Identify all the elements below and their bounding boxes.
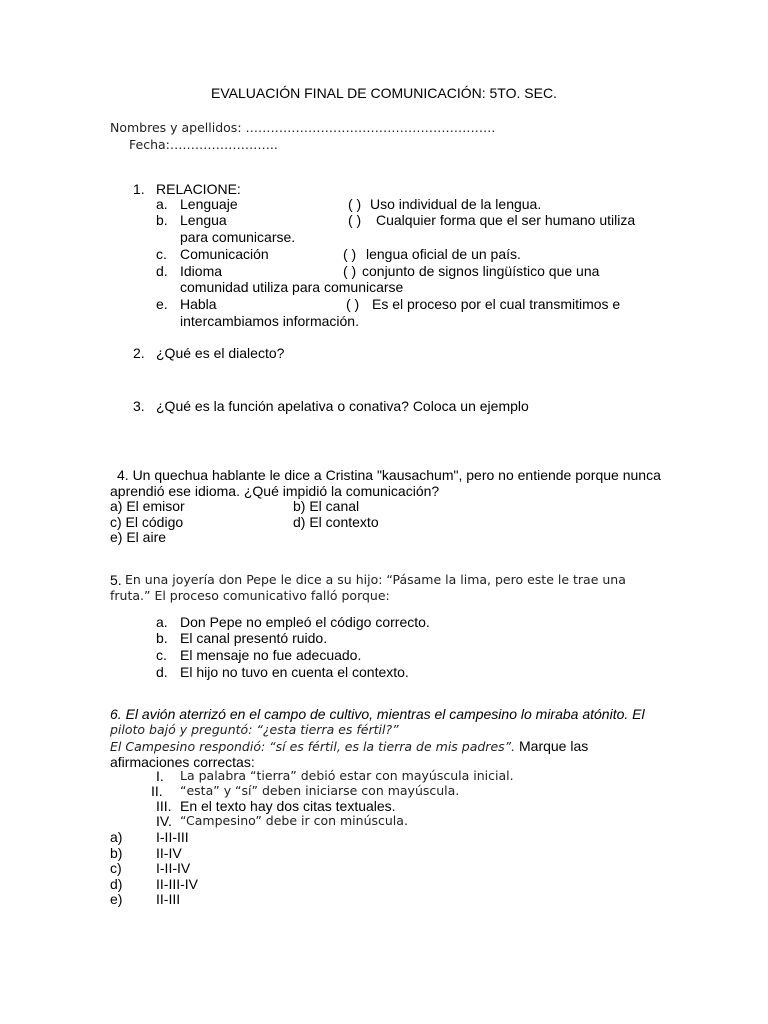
q1-item-letter: d.	[156, 263, 168, 279]
q4-option-e: e) El aire	[110, 529, 167, 545]
q6-answer-letter: e)	[110, 891, 123, 907]
q6-line4: afirmaciones correctas:	[110, 754, 255, 770]
q4-line2: aprendió ese idioma. ¿Qué impidió la comunicación?	[110, 483, 440, 499]
q6-statement-number: I.	[156, 768, 164, 784]
q6-statement-number: IV.	[156, 813, 172, 829]
q1-item-definition: Cualquier forma que el ser humano utiliza	[376, 212, 636, 228]
q1-item-letter: e.	[156, 296, 168, 312]
q1-item-blank: ( )	[343, 263, 357, 279]
q1-item-definition: Uso individual de la lengua.	[370, 196, 542, 212]
q6-statement-text: “Campesino” debe ir con minúscula.	[180, 813, 408, 828]
q1-item-letter: b.	[156, 212, 168, 228]
page-title: EVALUACIÓN FINAL DE COMUNICACIÓN: 5TO. SEC.	[211, 85, 557, 101]
q5-option-text: El mensaje no fue adecuado.	[180, 647, 362, 663]
q1-number: 1.	[133, 181, 145, 197]
q6-statement-number: III.	[156, 798, 172, 814]
q6-line3	[110, 738, 588, 756]
q6-answer-text: I-II-III	[156, 829, 189, 845]
q1-item-term: Comunicación	[180, 246, 269, 262]
q6-line2: piloto bajó y preguntó: “¿esta tierra es fértil?”	[110, 722, 399, 737]
q6-statement-number: II.	[151, 783, 163, 799]
q6-answer-text: II-III	[156, 891, 181, 907]
q4-option-a: a) El emisor	[110, 498, 185, 514]
q6-statement-text: La palabra “tierra” debió estar con mayúscula inicial.	[180, 768, 514, 783]
q1-item-definition-cont: para comunicarse.	[180, 229, 296, 245]
names-field: Nombres y apellidos: ……………………………………………………	[110, 120, 496, 135]
q1-item-definition-cont: comunidad utiliza para comunicarse	[180, 279, 404, 295]
q4-option-b: b) El canal	[293, 498, 360, 514]
q6-answer-text: I-II-IV	[156, 860, 191, 876]
q1-item-blank: ( )	[343, 246, 357, 262]
q5-option-letter: c.	[156, 647, 167, 663]
q1-item-blank: ( )	[348, 196, 362, 212]
q2-text: ¿Qué es el dialecto?	[156, 345, 285, 361]
q6-answer-letter: d)	[110, 876, 123, 892]
q6-answer-letter: c)	[110, 860, 122, 876]
q6-statement-text: “esta” y “sí” deben iniciarse con mayúscula.	[180, 783, 460, 798]
q5-option-letter: d.	[156, 664, 168, 680]
q6-line1: 6. El avión aterrizó en el campo de cultivo, mientras el campesino lo miraba atónito. El	[110, 706, 645, 722]
q6-answer-letter: a)	[110, 829, 123, 845]
q3-text: ¿Qué es la función apelativa o conativa? Coloca un ejemplo	[156, 398, 529, 414]
q2-number: 2.	[133, 345, 145, 361]
q6-statement-text: En el texto hay dos citas textuales.	[180, 798, 396, 814]
q1-item-definition-cont: intercambiamos información.	[180, 313, 359, 329]
q1-item-blank: ( )	[346, 296, 360, 312]
q4-line1: 4. Un quechua hablante le dice a Cristina "kausachum", pero no entiende porque nunca	[117, 467, 661, 483]
q6-answer-letter: b)	[110, 845, 123, 861]
q1-item-definition: lengua oficial de un país.	[366, 246, 521, 262]
q5-option-text: El canal presentó ruido.	[180, 630, 328, 646]
q1-item-blank: ( )	[348, 212, 362, 228]
q5-option-letter: b.	[156, 630, 168, 646]
q1-item-term: Lenguaje	[180, 196, 238, 212]
q6-answer-text: II-IV	[156, 845, 182, 861]
date-field: Fecha:……………………..	[129, 137, 278, 152]
q1-item-letter: a.	[156, 196, 168, 212]
q3-number: 3.	[133, 398, 145, 414]
q5-option-text: Don Pepe no empleó el código correcto.	[180, 614, 430, 630]
q6-line3-italic: El Campesino respondió: “sí es fértil, es la tierra de mis padres”.	[110, 739, 516, 754]
q1-item-term: Lengua	[180, 212, 227, 228]
q1-heading: RELACIONE:	[156, 181, 241, 197]
q1-item-definition: conjunto de signos lingüístico que una	[362, 263, 600, 279]
q5-number: 5.	[110, 572, 122, 588]
q1-item-letter: c.	[156, 246, 167, 262]
q6-line3-rest: Marque las	[515, 738, 589, 754]
q5-line1: En una joyería don Pepe le dice a su hijo: “Pásame la lima, pero este le trae una	[125, 572, 626, 587]
q4-option-d: d) El contexto	[293, 514, 379, 530]
q4-option-c: c) El código	[110, 514, 184, 530]
q5-option-letter: a.	[156, 614, 168, 630]
q6-answer-text: II-III-IV	[156, 876, 198, 892]
q1-item-term: Idioma	[180, 263, 223, 279]
q5-option-text: El hijo no tuvo en cuenta el contexto.	[180, 664, 409, 680]
q1-item-definition: Es el proceso por el cual transmitimos e	[372, 296, 621, 312]
q5-line2: fruta.” El proceso comunicativo falló porque:	[110, 588, 390, 603]
q1-item-term: Habla	[180, 296, 217, 312]
